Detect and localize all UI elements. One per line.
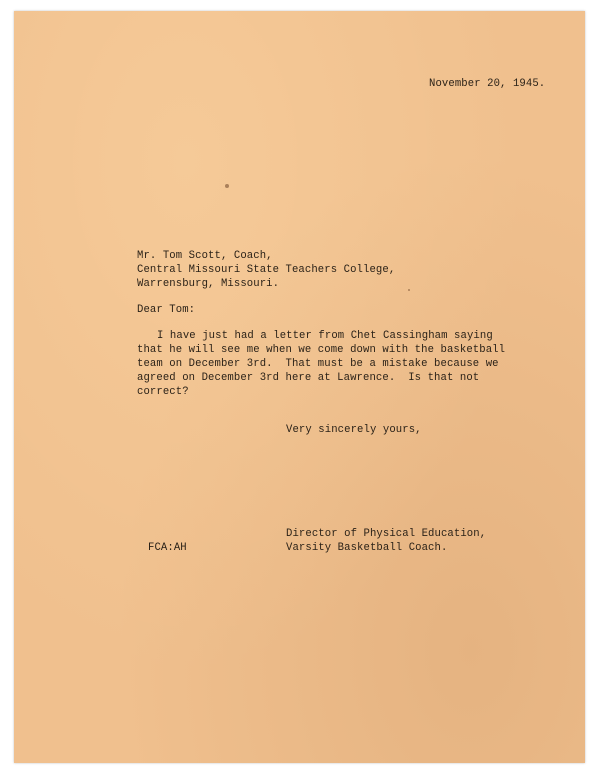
recipient-line: Warrensburg, Missouri.	[137, 278, 280, 290]
recipient-line: Central Missouri State Teachers College,	[137, 264, 396, 276]
body-line: I have just had a letter from Chet Cassingham saying	[157, 330, 493, 342]
body-line: agreed on December 3rd here at Lawrence. Is that not	[137, 372, 480, 384]
letter-date: November 20, 1945.	[429, 78, 546, 90]
body-line: correct?	[137, 386, 189, 398]
letter-page	[14, 11, 585, 763]
closing: Very sincerely yours,	[286, 424, 422, 436]
body-line: that he will see me when we come down with the basketball	[137, 344, 506, 356]
reference-initials: FCA:AH	[148, 542, 187, 554]
signature-title-line: Varsity Basketball Coach.	[286, 542, 448, 554]
signature-title-line: Director of Physical Education,	[286, 528, 487, 540]
salutation: Dear Tom:	[137, 304, 196, 316]
paper-stain	[408, 289, 410, 291]
paper-stain	[225, 184, 229, 188]
body-line: team on December 3rd. That must be a mistake because we	[137, 358, 499, 370]
recipient-line: Mr. Tom Scott, Coach,	[137, 250, 273, 262]
